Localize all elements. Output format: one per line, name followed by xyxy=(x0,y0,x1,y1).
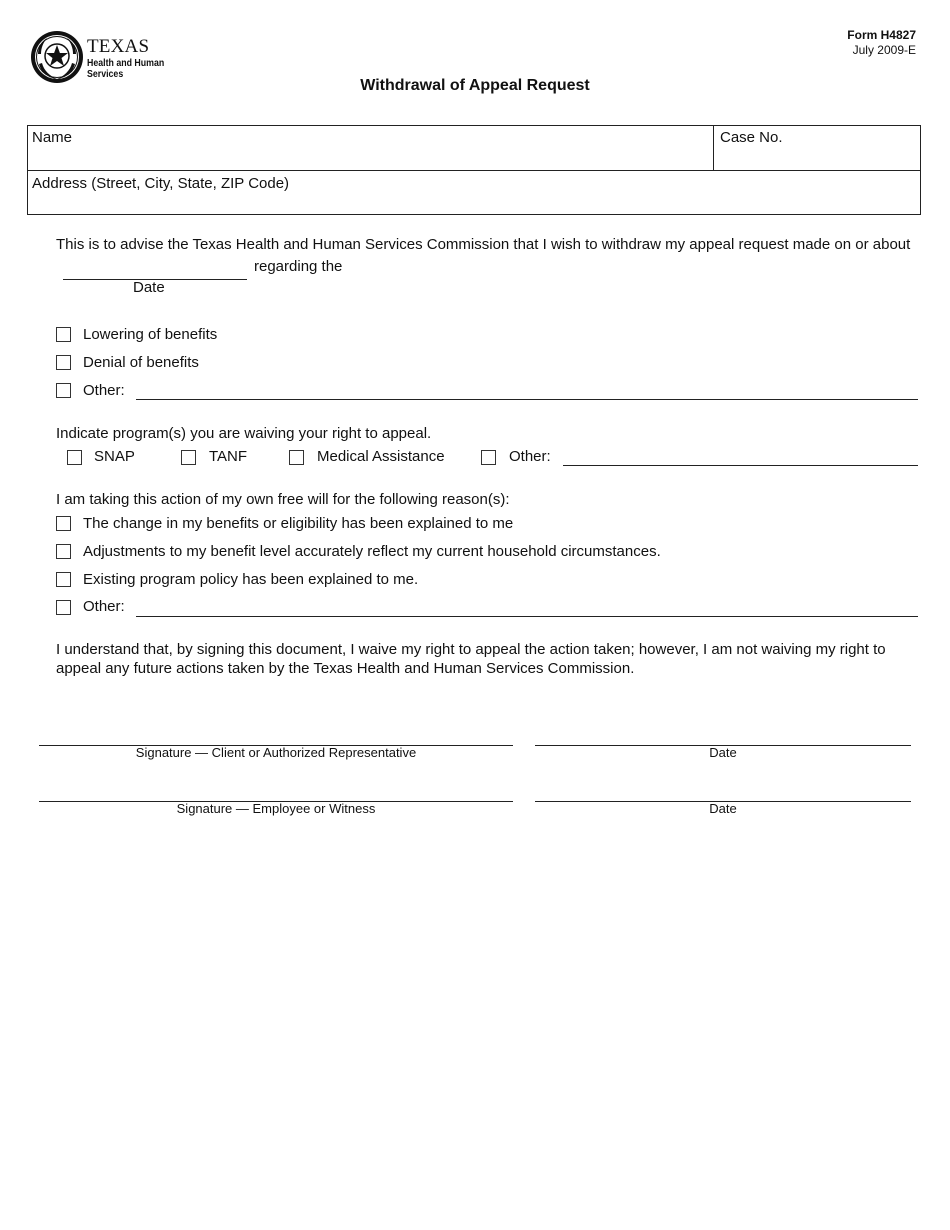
reason-explained-checkbox[interactable] xyxy=(56,516,71,531)
applicant-info-box xyxy=(27,125,921,215)
texas-seal-icon xyxy=(30,30,84,84)
appeal-other-line[interactable] xyxy=(136,399,918,400)
tanf-checkbox[interactable] xyxy=(181,450,196,465)
reason-policy-label: Existing program policy has been explained to me. xyxy=(83,571,419,588)
free-will-prompt: I am taking this action of my own free will for the following reason(s): xyxy=(56,491,510,508)
tanf-label: TANF xyxy=(209,448,248,465)
address-field[interactable]: Address (Street, City, State, ZIP Code) xyxy=(32,175,290,192)
page-title: Withdrawal of Appeal Request xyxy=(360,77,590,94)
name-case-row xyxy=(28,126,920,171)
waiver-statement: I understand that, by signing this document, I waive my right to appeal the action taken; however, I am not waiving my right to appeal any future actions taken by the Texas Health and Human Services Commission. xyxy=(56,641,886,677)
reason-policy-checkbox[interactable] xyxy=(56,572,71,587)
reason-explained-label: The change in my benefits or eligibility has been explained to me xyxy=(83,515,514,532)
agency-subtitle-line1: Health and Human xyxy=(87,58,165,69)
snap-checkbox[interactable] xyxy=(67,450,82,465)
name-field[interactable]: Name xyxy=(32,129,73,146)
snap-label: SNAP xyxy=(94,448,135,465)
denial-benefits-label: Denial of benefits xyxy=(83,354,199,371)
medical-assistance-checkbox[interactable] xyxy=(289,450,304,465)
column-divider xyxy=(713,126,714,171)
program-other-checkbox[interactable] xyxy=(481,450,496,465)
regarding-text: regarding the xyxy=(254,258,343,275)
appeal-other-label: Other: xyxy=(83,382,125,399)
employee-date-caption: Date xyxy=(709,801,737,816)
reason-other-checkbox[interactable] xyxy=(56,600,71,615)
form-number: Form H4827 xyxy=(847,28,916,42)
client-date-caption: Date xyxy=(709,745,737,760)
agency-subtitle-line2: Services xyxy=(87,69,124,80)
reason-adjustments-label: Adjustments to my benefit level accurately reflect my current household circumstances. xyxy=(83,543,661,560)
agency-name: TEXAS xyxy=(87,36,150,57)
form-date: July 2009-E xyxy=(852,43,916,57)
medical-assistance-label: Medical Assistance xyxy=(317,448,445,465)
reason-adjustments-checkbox[interactable] xyxy=(56,544,71,559)
program-other-label: Other: xyxy=(509,448,551,465)
lowering-benefits-label: Lowering of benefits xyxy=(83,326,218,343)
appeal-other-checkbox[interactable] xyxy=(56,383,71,398)
reason-other-label: Other: xyxy=(83,598,125,615)
employee-signature-caption: Signature — Employee or Witness xyxy=(176,801,376,816)
client-signature-caption: Signature — Client or Authorized Representative xyxy=(135,745,417,760)
denial-benefits-checkbox[interactable] xyxy=(56,355,71,370)
program-other-line[interactable] xyxy=(563,465,918,466)
lowering-benefits-checkbox[interactable] xyxy=(56,327,71,342)
case-number-field[interactable]: Case No. xyxy=(720,129,783,146)
date-caption: Date xyxy=(133,279,165,296)
programs-prompt: Indicate program(s) you are waiving your right to appeal. xyxy=(56,425,432,442)
reason-other-line[interactable] xyxy=(136,616,918,617)
intro-text: This is to advise the Texas Health and Human Services Commission that I wish to withdraw my appeal request made on or about xyxy=(56,236,911,253)
